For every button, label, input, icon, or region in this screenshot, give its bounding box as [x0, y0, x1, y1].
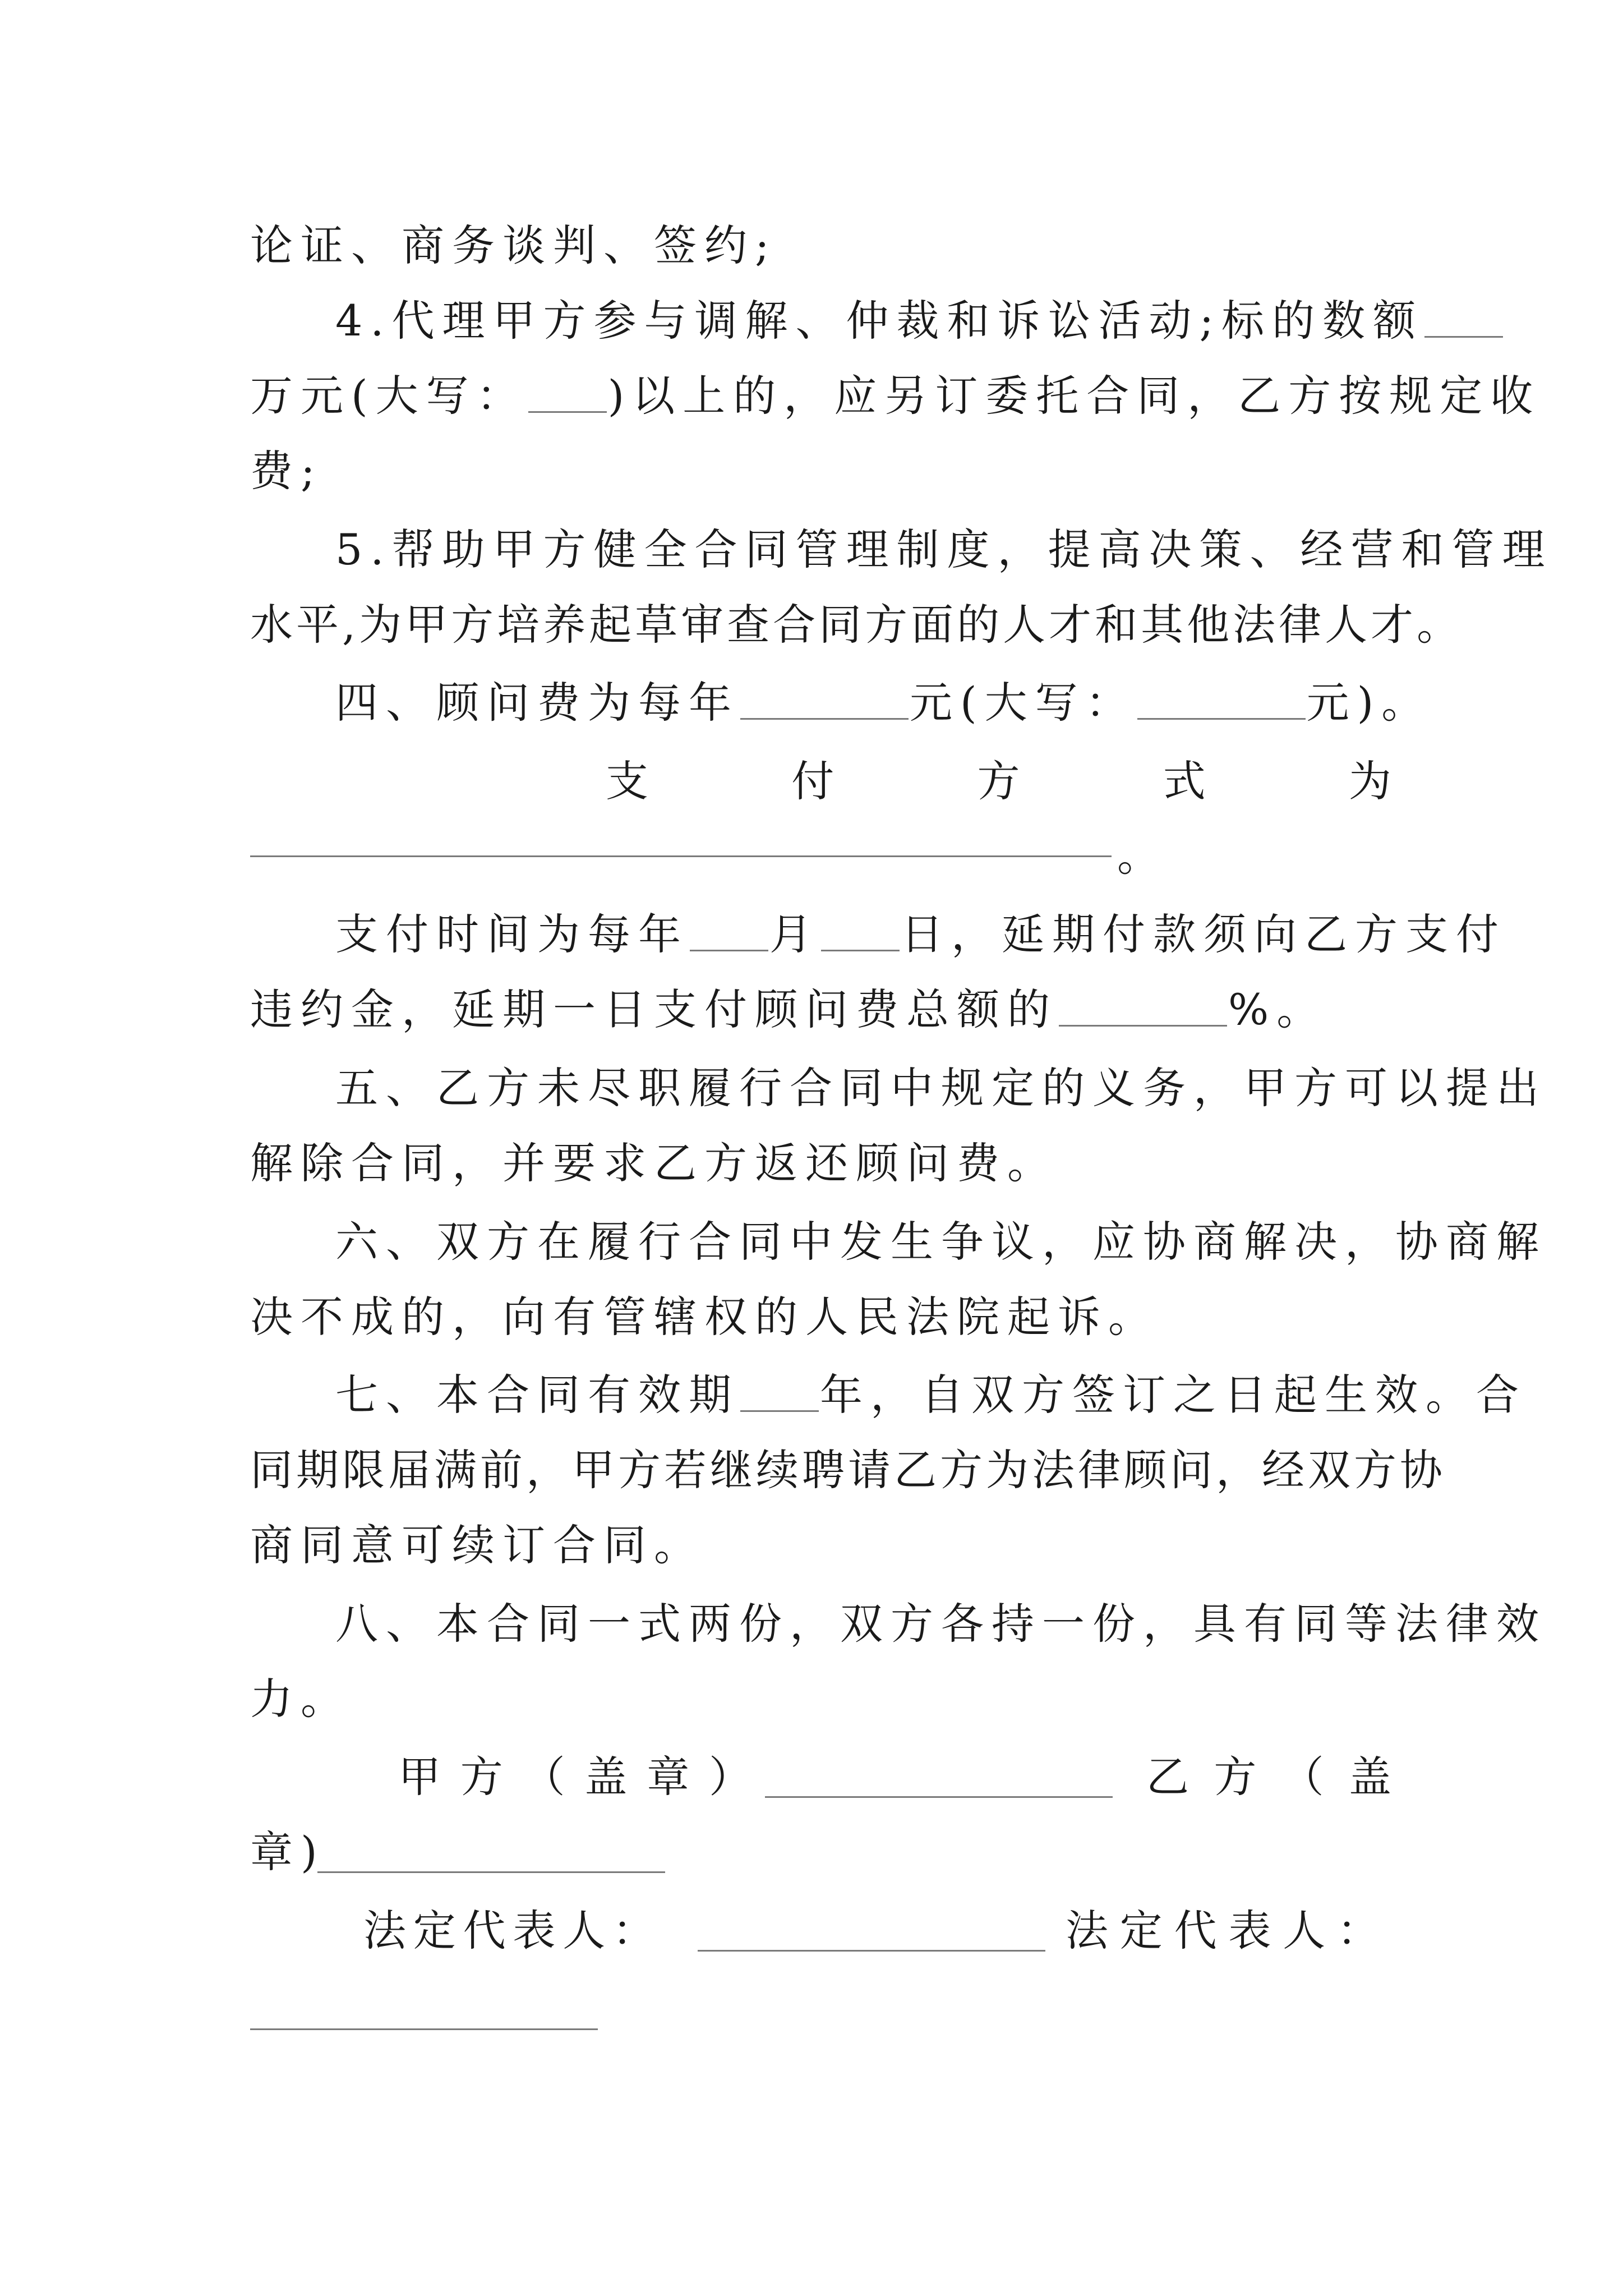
text-line — [250, 1286, 1391, 1348]
line-text: 同期限届满前，甲方若继续聘请乙方为法律顾问，经双方协 — [250, 1445, 1446, 1495]
text-line — [250, 1821, 1391, 1883]
fill-blank — [1424, 302, 1503, 338]
line-text: 4.代理甲方参与调解、仲裁和诉讼活动;标的数额 — [335, 296, 1424, 346]
text-line — [250, 1439, 1446, 1501]
line-text: 决不成的，向有管辖权的人民法院起诉。 — [250, 1292, 1159, 1342]
party-a-seal-label — [398, 1746, 751, 1808]
fill-blank — [1059, 991, 1227, 1027]
text-line — [1117, 825, 1184, 887]
text-line — [335, 290, 1424, 352]
line-text: 力。 — [250, 1674, 351, 1724]
line-text: 章) — [250, 1827, 325, 1877]
spaced-char: 代 — [1174, 1906, 1217, 1955]
spaced-char: 方 — [977, 756, 1020, 806]
spaced-char: 代 — [463, 1906, 506, 1955]
spaced-char: 方 — [1214, 1752, 1257, 1802]
fill-blank — [250, 855, 1112, 857]
fill-blank — [740, 1377, 819, 1412]
party-a-rep-blank — [698, 1950, 1045, 1952]
party-a-rep-label — [363, 1900, 655, 1962]
line-text: 五、乙方未尽职履行合同中规定的义务，甲方可以提出 — [335, 1063, 1547, 1113]
spaced-char: 盖 — [1348, 1752, 1391, 1802]
party-b-seal-label — [1146, 1746, 1391, 1808]
spaced-char: ： — [612, 1906, 655, 1955]
line-text: %。 — [1228, 984, 1327, 1034]
line-text: 六、双方在履行合同中发生争议，应协商解决，协商解 — [335, 1217, 1547, 1267]
text-line — [335, 1364, 1527, 1426]
text-line — [250, 365, 1541, 427]
fill-blank — [690, 916, 768, 951]
fill-blank — [1137, 684, 1306, 720]
spaced-char: 为 — [1349, 756, 1391, 806]
text-line — [250, 1668, 1391, 1730]
spaced-char: （ — [522, 1752, 565, 1802]
spaced-char: 盖 — [584, 1752, 628, 1802]
spaced-char: 方 — [460, 1752, 503, 1802]
text-line — [335, 1593, 1547, 1655]
party-b-seal-blank — [317, 1871, 665, 1873]
fill-blank — [740, 684, 909, 720]
text-line — [335, 1211, 1547, 1273]
text-line — [335, 519, 1553, 581]
spaced-char: 式 — [1163, 756, 1206, 806]
line-text: 支付时间为每年 — [335, 909, 689, 959]
line-text: 论证、商务谈判、签约; — [250, 220, 777, 270]
line-text: 违约金，延期一日支付顾问费总额的 — [250, 984, 1058, 1034]
spaced-char: 表 — [1228, 1906, 1271, 1955]
spaced-char: ： — [1336, 1906, 1380, 1955]
line-text: 年，自双方签订之日起生效。合 — [820, 1370, 1527, 1420]
line-text: 七、本合同有效期 — [335, 1370, 739, 1420]
text-line — [250, 594, 1463, 656]
line-text: 八、本合同一式两份，双方各持一份，具有同等法律效 — [335, 1599, 1547, 1649]
text-line — [250, 1515, 1391, 1576]
spaced-char: 支 — [606, 756, 648, 806]
fill-blank — [821, 916, 900, 951]
spaced-char: 表 — [513, 1906, 556, 1955]
line-text: 元(大写： — [910, 678, 1136, 728]
spaced-char: 定 — [413, 1906, 456, 1955]
spaced-char: 定 — [1119, 1906, 1163, 1955]
line-text: 日，延期付款须向乙方支付 — [901, 909, 1506, 959]
text-line — [335, 672, 1432, 734]
text-line — [250, 1133, 1391, 1194]
spaced-char: 章 — [647, 1752, 690, 1802]
line-text: 费; — [250, 446, 323, 496]
line-text: 解除合同，并要求乙方返还顾问费。 — [250, 1138, 1058, 1188]
spaced-char: 甲 — [398, 1752, 441, 1802]
line-text: 。 — [1117, 831, 1160, 881]
line-text: 5.帮助甲方健全合同管理制度，提高决策、经营和管理 — [335, 524, 1553, 574]
line-text: 月 — [769, 909, 820, 959]
spaced-char: 付 — [791, 756, 834, 806]
text-line — [250, 440, 1391, 502]
text-line — [250, 979, 1391, 1041]
line-text: 四、顾问费为每年 — [335, 678, 739, 728]
spaced-char: （ — [1281, 1752, 1324, 1802]
text-line — [335, 904, 1506, 965]
fill-blank — [528, 378, 607, 413]
party-a-seal-blank — [765, 1796, 1113, 1798]
party-b-rep-blank — [250, 2028, 598, 2030]
line-text: )以上的，应另订委托合同，乙方按规定收 — [607, 371, 1541, 421]
spaced-char: 乙 — [1146, 1752, 1189, 1802]
spaced-char: 法 — [1066, 1906, 1108, 1955]
text-line — [335, 1057, 1547, 1119]
text-line — [250, 215, 1391, 277]
spaced-text-line — [606, 751, 1391, 812]
spaced-char: ） — [708, 1752, 751, 1802]
line-text: 水平,为甲方培养起草审查合同方面的人才和其他法律人才。 — [250, 600, 1463, 650]
line-text: 商同意可续订合同。 — [250, 1520, 704, 1570]
line-text: 万元(大写： — [250, 371, 527, 421]
spaced-char: 人 — [1283, 1906, 1326, 1955]
line-text: 元)。 — [1306, 678, 1432, 728]
party-b-rep-label — [1066, 1900, 1380, 1962]
spaced-char: 法 — [363, 1906, 406, 1955]
spaced-char: 人 — [562, 1906, 606, 1955]
